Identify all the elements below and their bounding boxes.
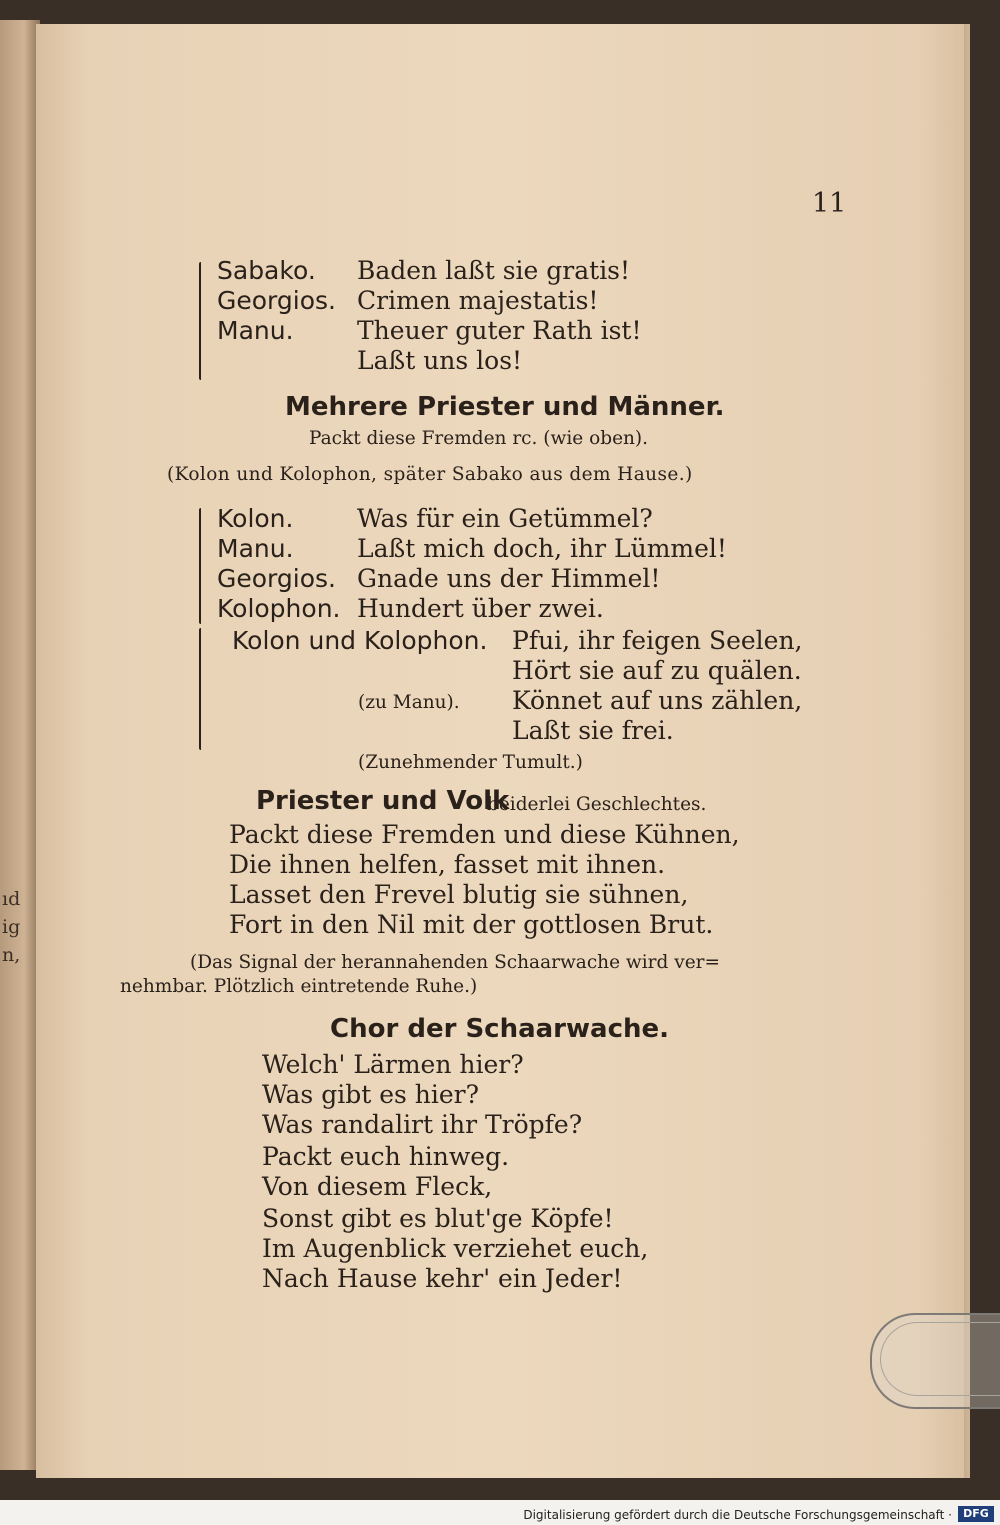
speaker-name: Manu. <box>217 316 294 345</box>
margin-fragment: n, <box>2 944 21 966</box>
verse-line: Fort in den Nil mit der gottlosen Brut. <box>229 910 714 939</box>
margin-fragment: ıd <box>2 888 21 910</box>
dialogue-line: Gnade uns der Himmel! <box>357 564 661 593</box>
verse-line: Was gibt es hier? <box>262 1080 480 1109</box>
footer-credit: Digitalisierung gefördert durch die Deutsche Forschungsgemeinschaft · <box>523 1508 952 1522</box>
dialogue-line: Pfui, ihr feigen Seelen, <box>512 626 803 655</box>
verse-line: Nach Hause kehr' ein Jeder! <box>262 1264 623 1293</box>
verse-line: Im Augenblick verziehet euch, <box>262 1234 649 1263</box>
stage-direction: nehmbar. Plötzlich eintretende Ruhe.) <box>120 976 478 997</box>
verse-line: Sonst gibt es blut'ge Köpfe! <box>262 1204 614 1233</box>
dialogue-line: Was für ein Getümmel? <box>357 504 653 533</box>
stage-direction: (Zunehmender Tumult.) <box>358 752 583 773</box>
page-number: 11 <box>812 188 847 219</box>
speaker-name: Sabako. <box>217 256 316 285</box>
dialogue-line: Laßt uns los! <box>357 346 523 375</box>
speaker-name: Manu. <box>217 534 294 563</box>
verse-line: Packt euch hinweg. <box>262 1142 510 1171</box>
brace-block1 <box>199 262 201 380</box>
brace-block3 <box>199 628 201 750</box>
dialogue-line: Hundert über zwei. <box>357 594 604 623</box>
verse-line: Die ihnen helfen, fasset mit ihnen. <box>229 850 666 879</box>
margin-fragment: ig <box>2 916 21 938</box>
dialogue-line: Theuer guter Rath ist! <box>357 316 642 345</box>
stage-direction: (Kolon und Kolophon, später Sabako aus dem Hause.) <box>167 464 693 485</box>
dialogue-line: Crimen majestatis! <box>357 286 599 315</box>
dialogue-line: Könnet auf uns zählen, <box>512 686 803 715</box>
dfg-logo: DFG <box>958 1506 994 1522</box>
speaker-name: Kolophon. <box>217 594 341 623</box>
stage-aside: (zu Manu). <box>358 692 460 713</box>
section-heading: Mehrere Priester und Männer. <box>285 392 725 422</box>
page-clip-marker-inner <box>880 1322 1000 1396</box>
speaker-name: Georgios. <box>217 564 336 593</box>
verse-line: Was randalirt ihr Tröpfe? <box>262 1110 583 1139</box>
stage-direction: (Das Signal der herannahenden Schaarwache wird ver= <box>190 952 720 973</box>
section-heading: Priester und Volk <box>256 786 510 816</box>
section-heading-sub: beiderlei Geschlechtes. <box>487 794 707 815</box>
speaker-name: Kolon. <box>217 504 294 533</box>
verse-line: Von diesem Fleck, <box>262 1172 493 1201</box>
stage-line: Packt diese Fremden rc. (wie oben). <box>309 428 649 449</box>
verse-line: Packt diese Fremden und diese Kühnen, <box>229 820 740 849</box>
section-heading: Chor der Schaarwache. <box>330 1014 670 1044</box>
left-page-edge <box>0 20 40 1470</box>
speaker-name: Kolon und Kolophon. <box>232 626 488 655</box>
dialogue-line: Laßt sie frei. <box>512 716 674 745</box>
verse-line: Lasset den Frevel blutig sie sühnen, <box>229 880 689 909</box>
verse-line: Welch' Lärmen hier? <box>262 1050 524 1079</box>
brace-block2 <box>199 508 201 624</box>
dialogue-line: Hört sie auf zu quälen. <box>512 656 802 685</box>
dialogue-line: Laßt mich doch, ihr Lümmel! <box>357 534 727 563</box>
speaker-name: Georgios. <box>217 286 336 315</box>
dialogue-line: Baden laßt sie gratis! <box>357 256 631 285</box>
